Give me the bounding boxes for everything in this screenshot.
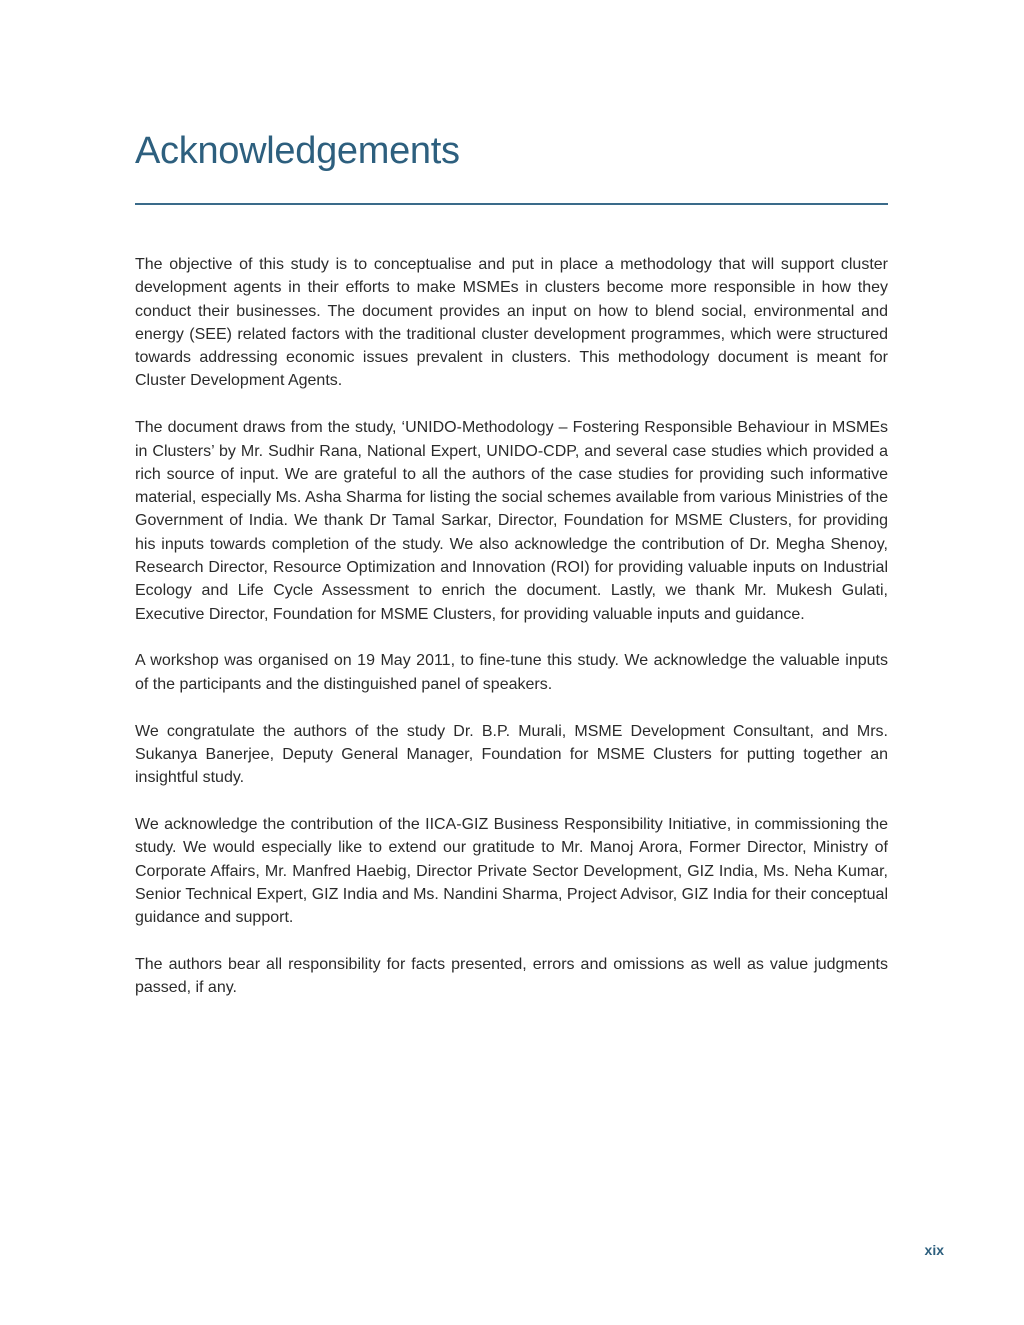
paragraph-sources: The document draws from the study, ‘UNIDO-Methodology – Fostering Responsible Behaviour in MSMEs in Clusters’ by Mr. Sudhir Rana, National Expert, UNIDO-CDP, and several case studies which provided a rich source of input. We are grateful to all the authors of the case studies for providing such informative material, especially Ms. Asha Sharma for listing the social schemes available from various Ministries of the Government of India. We thank Dr Tamal Sarkar, Director, Foundation for MSME Clusters, for providing his inputs towards completion of the study. We also acknowledge the contribution of Dr. Megha Shenoy, Research Director, Resource Optimization and Innovation (ROI) for providing valuable inputs on Industrial Ecology and Life Cycle Assessment to enrich the document. Lastly, we thank Mr. Mukesh Gulati, Executive Director, Foundation for MSME Clusters, for providing valuable inputs and guidance.	[135, 419, 888, 623]
title-divider	[135, 203, 888, 205]
paragraph-authors: We congratulate the authors of the study Dr. B.P. Murali, MSME Development Consultant, and Mrs. Sukanya Banerjee, Deputy General Manager, Foundation for MSME Clusters for putting together an insightful study.	[135, 722, 888, 787]
paragraph-objective: The objective of this study is to conceptualise and put in place a methodology that will support cluster development agents in their efforts to make MSMEs in clusters become more responsible in how they conduct their businesses. The document provides an input on how to blend social, environmental and energy (SEE) related factors with the traditional cluster development programmes, which were structured towards addressing economic issues prevalent in clusters. This methodology document is meant for Cluster Development Agents.	[135, 256, 888, 390]
body-text	[135, 253, 888, 1023]
page-number: xix	[924, 1242, 944, 1258]
paragraph-responsibility: The authors bear all responsibility for facts presented, errors and omissions as well as value judgments passed, if any.	[135, 955, 888, 997]
paragraph-workshop: A workshop was organised on 19 May 2011, to fine-tune this study. We acknowledge the valuable inputs of the participants and the distinguished panel of speakers.	[135, 652, 888, 693]
page-title: Acknowledgements	[135, 130, 460, 172]
paragraph-commissioning: We acknowledge the contribution of the IICA-GIZ Business Responsibility Initiative, in commissioning the study. We would especially like to extend our gratitude to Mr. Manoj Arora, Former Director, Ministry of Corporate Affairs, Mr. Manfred Haebig, Director Private Sector Development, GIZ India, Ms. Neha Kumar, Senior Technical Expert, GIZ India and Ms. Nandini Sharma, Project Advisor, GIZ India for their conceptual guidance and support.	[135, 815, 888, 927]
